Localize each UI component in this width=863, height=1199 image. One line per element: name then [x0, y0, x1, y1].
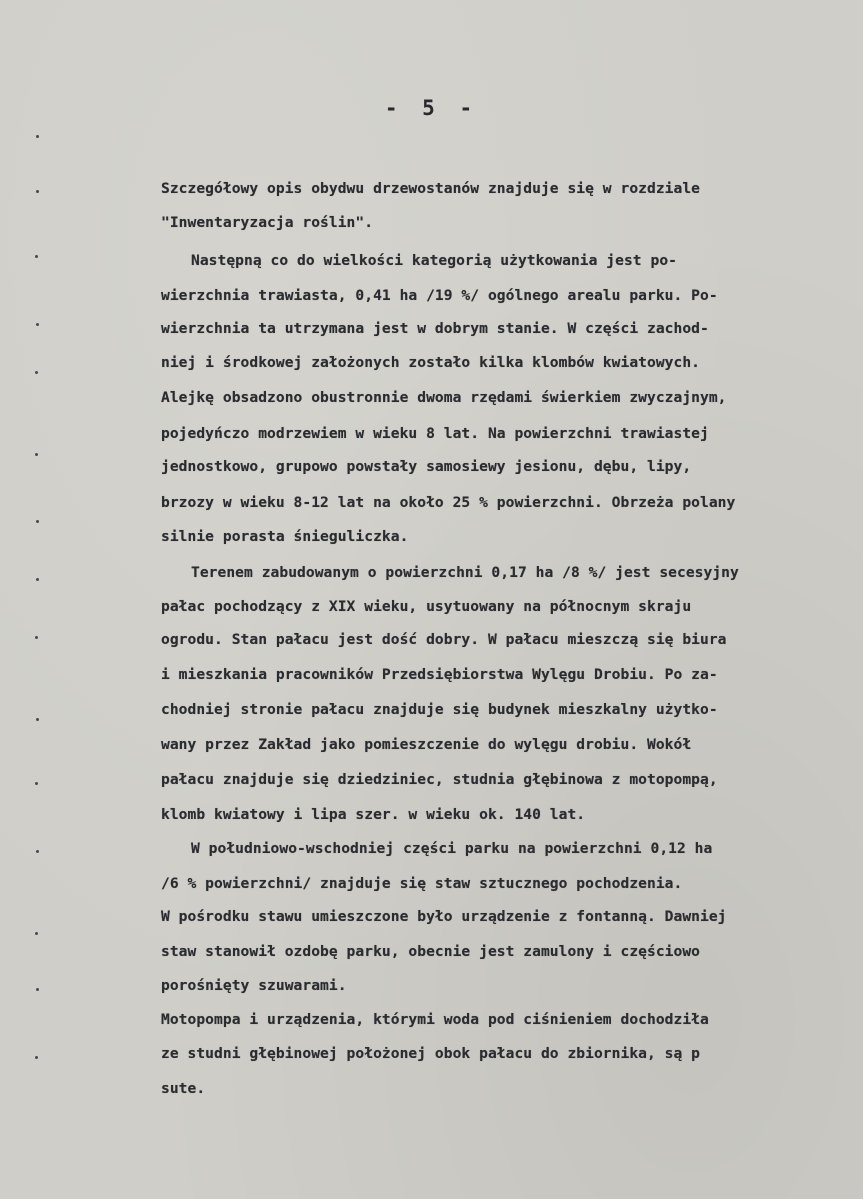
text-line: wierzchnia trawiasta, 0,41 ha /19 %/ ogólnego arealu parku. Po-: [161, 287, 718, 304]
text-line: W pośrodku stawu umieszczone było urządzenie z fontanną. Dawniej: [161, 908, 727, 925]
margin-speck: [35, 453, 38, 456]
text-line: Następną co do wielkości kategorią użytkowania jest po-: [191, 252, 677, 269]
text-line: /6 % powierzchni/ znajduje się staw sztucznego pochodzenia.: [161, 875, 683, 892]
text-line: Alejkę obsadzono obustronnie dwoma rzędami świerkiem zwyczajnym,: [161, 389, 727, 406]
margin-speck: [36, 850, 39, 853]
text-line: W południowo-wschodniej części parku na powierzchni 0,12 ha: [191, 840, 713, 857]
text-line: silnie porasta śnieguliczka.: [161, 528, 409, 545]
text-line: klomb kwiatowy i lipa szer. w wieku ok. 140 lat.: [161, 806, 586, 823]
text-line: ze studni głębinowej położonej obok pałacu do zbiornika, są p: [161, 1045, 701, 1062]
text-line: Szczegółowy opis obydwu drzewostanów znajduje się w rozdziale: [161, 180, 701, 197]
text-line: ogrodu. Stan pałacu jest dość dobry. W pałacu mieszczą się biura: [161, 631, 727, 648]
margin-speck: [36, 520, 39, 523]
text-line: staw stanowił ozdobę parku, obecnie jest zamulony i częściowo: [161, 943, 701, 960]
margin-speck: [35, 932, 38, 935]
margin-speck: [36, 190, 39, 193]
margin-speck: [36, 718, 39, 721]
text-line: niej i środkowej założonych zostało kilka klombów kwiatowych.: [161, 354, 701, 371]
text-line: i mieszkania pracowników Przedsiębiorstwa Wylęgu Drobiu. Po za-: [161, 666, 718, 683]
text-line: brzozy w wieku 8-12 lat na około 25 % powierzchni. Obrzeża polany: [161, 494, 736, 511]
page-number: - 5 -: [384, 96, 479, 120]
text-line: sute.: [161, 1080, 206, 1097]
text-line: wany przez Zakład jako pomieszczenie do wylęgu drobiu. Wokół: [161, 736, 692, 753]
margin-speck: [35, 255, 38, 258]
text-line: jednostkowo, grupowo powstały samosiewy jesionu, dębu, lipy,: [161, 458, 692, 475]
text-line: "Inwentaryzacja roślin".: [161, 214, 374, 231]
margin-speck: [35, 782, 38, 785]
margin-speck: [36, 135, 39, 138]
margin-speck: [35, 1056, 38, 1059]
text-line: pojedyńczo modrzewiem w wieku 8 lat. Na powierzchni trawiastej: [161, 425, 709, 442]
text-line: pałac pochodzący z XIX wieku, usytuowany na północnym skraju: [161, 598, 692, 615]
text-line: Terenem zabudowanym o powierzchni 0,17 ha /8 %/ jest secesyjny: [191, 564, 739, 581]
margin-speck: [36, 988, 39, 991]
text-line: Motopompa i urządzenia, którymi woda pod ciśnieniem dochodziła: [161, 1011, 709, 1028]
text-line: pałacu znajduje się dziedziniec, studnia głębinowa z motopompą,: [161, 771, 718, 788]
text-line: chodniej stronie pałacu znajduje się budynek mieszkalny użytko-: [161, 701, 718, 718]
margin-speck: [36, 578, 39, 581]
margin-speck: [36, 323, 39, 326]
margin-speck: [35, 371, 38, 374]
text-line: porośnięty szuwarami.: [161, 977, 347, 994]
margin-speck: [35, 636, 38, 639]
text-line: wierzchnia ta utrzymana jest w dobrym stanie. W części zachod-: [161, 320, 709, 337]
